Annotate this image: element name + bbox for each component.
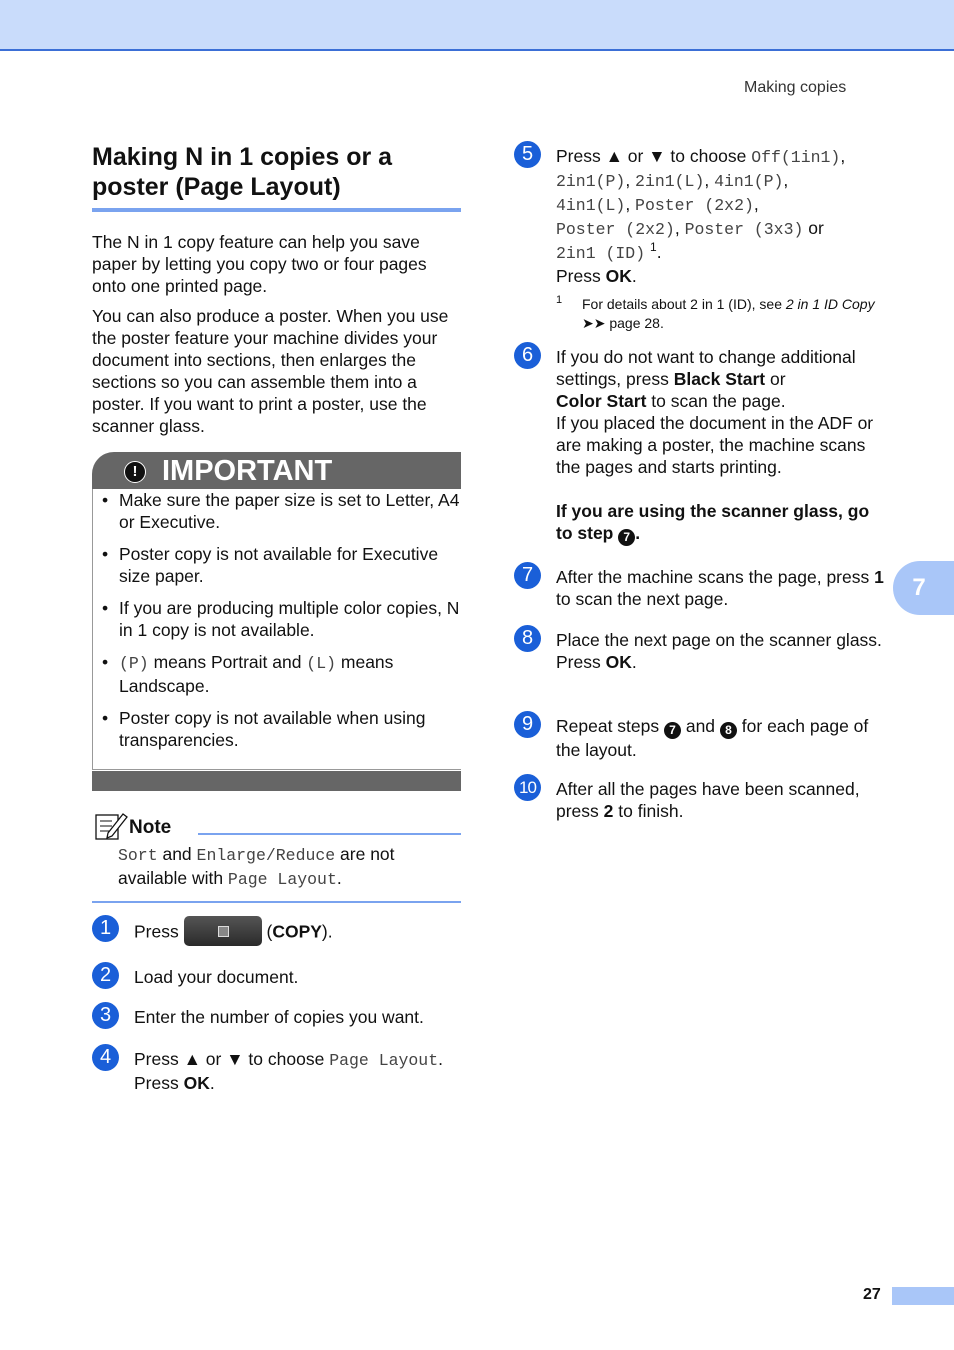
step-3: 3 Enter the number of copies you want. [92,1002,461,1028]
step-10: 10 After all the pages have been scanned, press 2 to finish. [514,774,884,822]
step-number: 5 [514,141,541,168]
intro-paragraph: The N in 1 copy feature can help you save paper by letting you copy two or four pages onto one printed page. [92,232,427,296]
intro-paragraph: You can also produce a poster. When you use the poster feature your machine divides your document into sections, then enlarges the sections so you can assemble them into a poster. If you want to print a poster, use the scanner glass. [92,306,449,436]
down-arrow-icon: ▼ [648,146,666,166]
header-band [0,0,954,51]
chapter-number: 7 [912,574,926,601]
step-number: 2 [92,962,119,989]
important-box [92,452,461,791]
step-9: 9 Repeat steps 7 and 8 for each page of the layout. [514,711,884,761]
step-number: 7 [514,562,541,589]
step-1: 1 Press (COPY). [92,915,461,948]
step-7: 7 After the machine scans the page, press 1 to scan the next page. [514,562,884,610]
step-number: 1 [92,915,119,942]
up-arrow-icon: ▲ [605,146,623,166]
list-item: • Make sure the paper size is set to Letter, A4 or Executive. [102,490,460,532]
step-number: 10 [514,774,541,801]
step-number: 6 [514,342,541,369]
step-ref-badge: 7 [618,529,635,546]
step-6: 6 If you do not want to change additional settings, press Black Start or Color Start to scan the page. If you placed the document in the ADF or are making a poster, the machine scans the pages and starts printing. If you are using the scanner glass, go to step 7 . [514,342,884,546]
list-item: • Poster copy is not available for Executive size paper. [102,544,439,586]
divider [198,833,461,835]
note-title: Note [129,817,172,838]
down-arrow-icon: ▼ [226,1049,244,1069]
step-ref-badge: 7 [664,722,681,739]
step-4: 4 Press ▲ or ▼ to choose Page Layout. Press OK. [92,1044,461,1094]
step-number: 3 [92,1002,119,1029]
warning-icon: ! [124,461,146,483]
left-column [92,142,461,903]
step-5: 5 Press ▲ or ▼ to choose Off(1in1), 2in1(P), 2in1(L), 4in1(P), 4in1(L), Poster (2x2), Poster (2x2), Poster (3x3) or 2in1 (ID) $^1$. Press OK. 1 For details about 2 in 1 (ID), see 2 in 1 ID Copy ➤➤ page 28. [514,141,884,333]
section-title: Making N in 1 copies or a poster (Page Layout) [92,142,461,212]
note-box [92,811,461,903]
list-item: • (P) means Portrait and (L) means Landscape. [102,652,394,696]
important-header [92,452,461,489]
note-body: Sort and Enlarge/Reduce are not available with Page Layout. [92,843,461,903]
page-number-band [892,1287,954,1305]
step-number: 8 [514,625,541,652]
step-8: 8 Place the next page on the scanner glass. Press OK. [514,625,884,673]
up-arrow-icon: ▲ [183,1049,201,1069]
chapter-tab [893,561,954,615]
page-number: 27 [863,1286,881,1303]
note-pencil-icon [94,811,128,841]
important-title: IMPORTANT [162,455,333,487]
list-item: • Poster copy is not available when using transparencies. [102,708,426,750]
list-item: • If you are producing multiple color copies, N in 1 copy is not available. [102,598,460,640]
step-number: 4 [92,1044,119,1071]
double-arrow-icon: ➤➤ [582,315,606,331]
copy-button[interactable] [184,916,262,946]
footnote: 1 For details about 2 in 1 (ID), see 2 in 1 ID Copy ➤➤ page 28. [556,294,875,331]
step-2: 2 Load your document. [92,962,461,988]
step-ref-badge: 8 [720,722,737,739]
step-number: 9 [514,711,541,738]
copy-icon [218,926,229,937]
important-list [92,489,461,770]
running-head: Making copies [744,79,847,96]
important-footer-bar [92,771,461,791]
